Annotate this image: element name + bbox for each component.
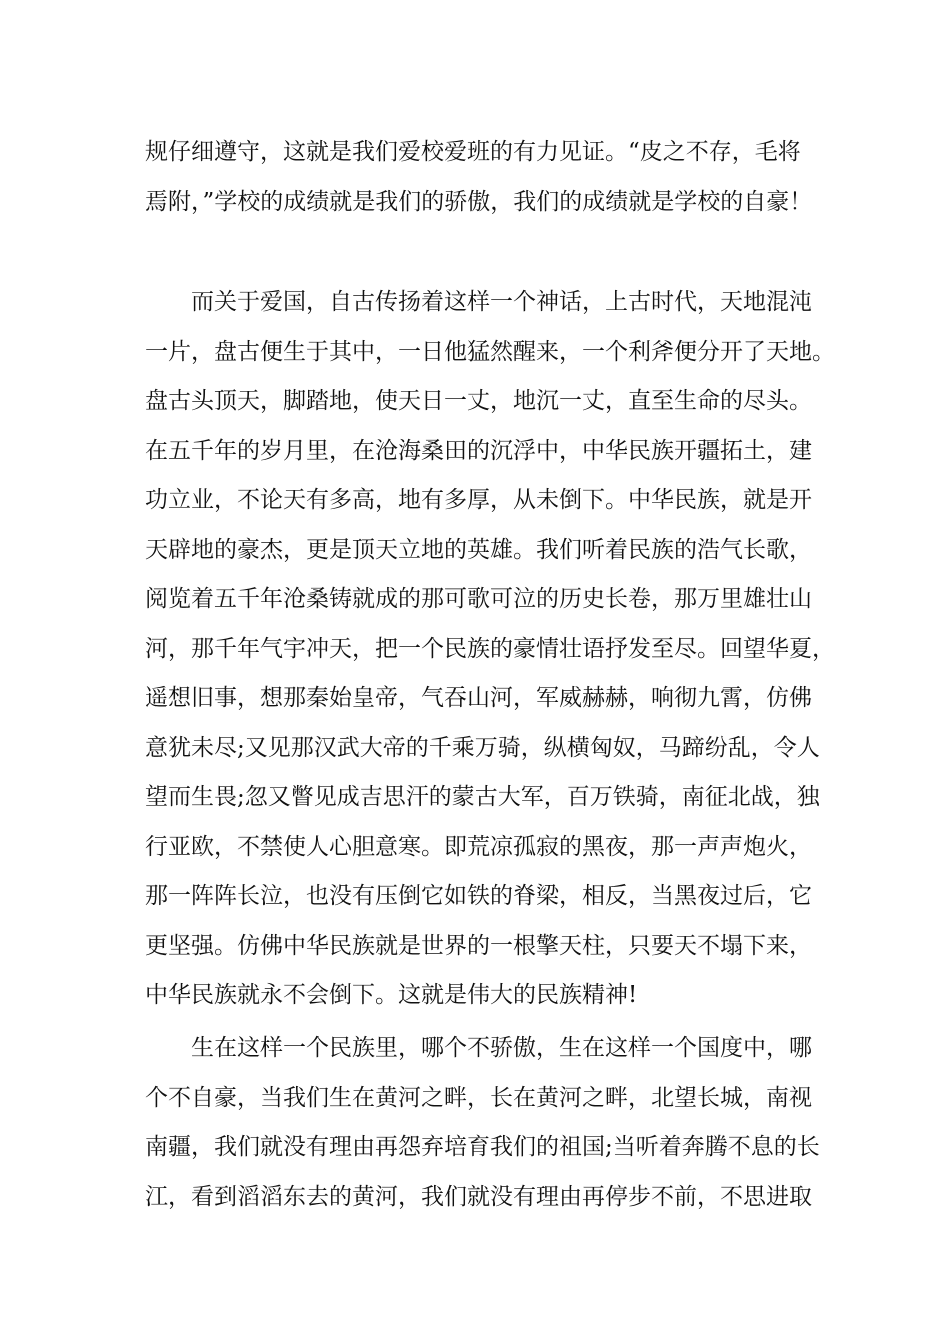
text-line: 遥想旧事，想那秦始皇帝，气吞山河，军威赫赫，响彻九霄，仿佛 [145,685,812,711]
text-line: 中华民族就永不会倒下。这就是伟大的民族精神! [145,982,638,1008]
paragraph-patriotism [145,278,845,1021]
text-line: 阅览着五千年沧桑铸就成的那可歌可泣的历史长卷，那万里雄壮山 [145,586,812,612]
text-line: 焉附，”学校的成绩就是我们的骄傲，我们的成绩就是学校的自豪！ [145,188,813,215]
text-line: 功立业，不论天有多高，地有多厚，从未倒下。中华民族，就是开 [145,487,812,513]
paragraph-national-pride [145,1024,845,1222]
text-line: 天辟地的豪杰，更是顶天立地的英雄。我们听着民族的浩气长歌， [145,536,812,563]
text-line: 规仔细遵守，这就是我们爱校爱班的有力见证。“皮之不存，毛将 [145,139,801,165]
text-line: 更坚强。仿佛中华民族就是世界的一根擎天柱，只要天不塌下来， [145,932,812,959]
text-line: 个不自豪，当我们生在黄河之畔，长在黄河之畔，北望长城，南视 [145,1084,812,1111]
text-line: 那一阵阵长泣，也没有压倒它如铁的脊梁，相反，当黑夜过后，它 [145,883,812,909]
text-line: 意犹未尽;又见那汉武大帝的千乘万骑，纵横匈奴，马蹄纷乱，令人 [145,734,820,761]
text-line: 南疆，我们就没有理由再怨弃培育我们的祖国;当听着奔腾不息的长 [145,1134,820,1160]
text-line: 盘古头顶天，脚踏地，使天日一丈，地沉一丈，直至生命的尽头。 [145,388,812,414]
text-line: 而关于爱国，自古传扬着这样一个神话，上古时代，天地混沌 [145,289,812,315]
text-line: 望而生畏;忽又瞥见成吉思汗的蒙古大军，百万铁骑，南征北战，独 [145,784,820,810]
paragraph-school-pride [145,128,845,227]
text-line: 一片，盘古便生于其中，一日他猛然醒来，一个利斧便分开了天地。 [145,338,835,365]
text-line: 河，那千年气宇冲天，把一个民族的豪情壮语抒发至尽。回望华夏， [145,635,835,662]
text-line: 江，看到滔滔东去的黄河，我们就没有理由再停步不前，不思进取 [145,1183,812,1210]
text-line: 生在这样一个民族里，哪个不骄傲，生在这样一个国度中，哪 [145,1035,812,1061]
text-line: 在五千年的岁月里，在沧海桑田的沉浮中，中华民族开疆拓土，建 [145,437,812,464]
text-line: 行亚欧，不禁使人心胆意寒。即荒凉孤寂的黑夜，那一声声炮火， [145,833,812,860]
